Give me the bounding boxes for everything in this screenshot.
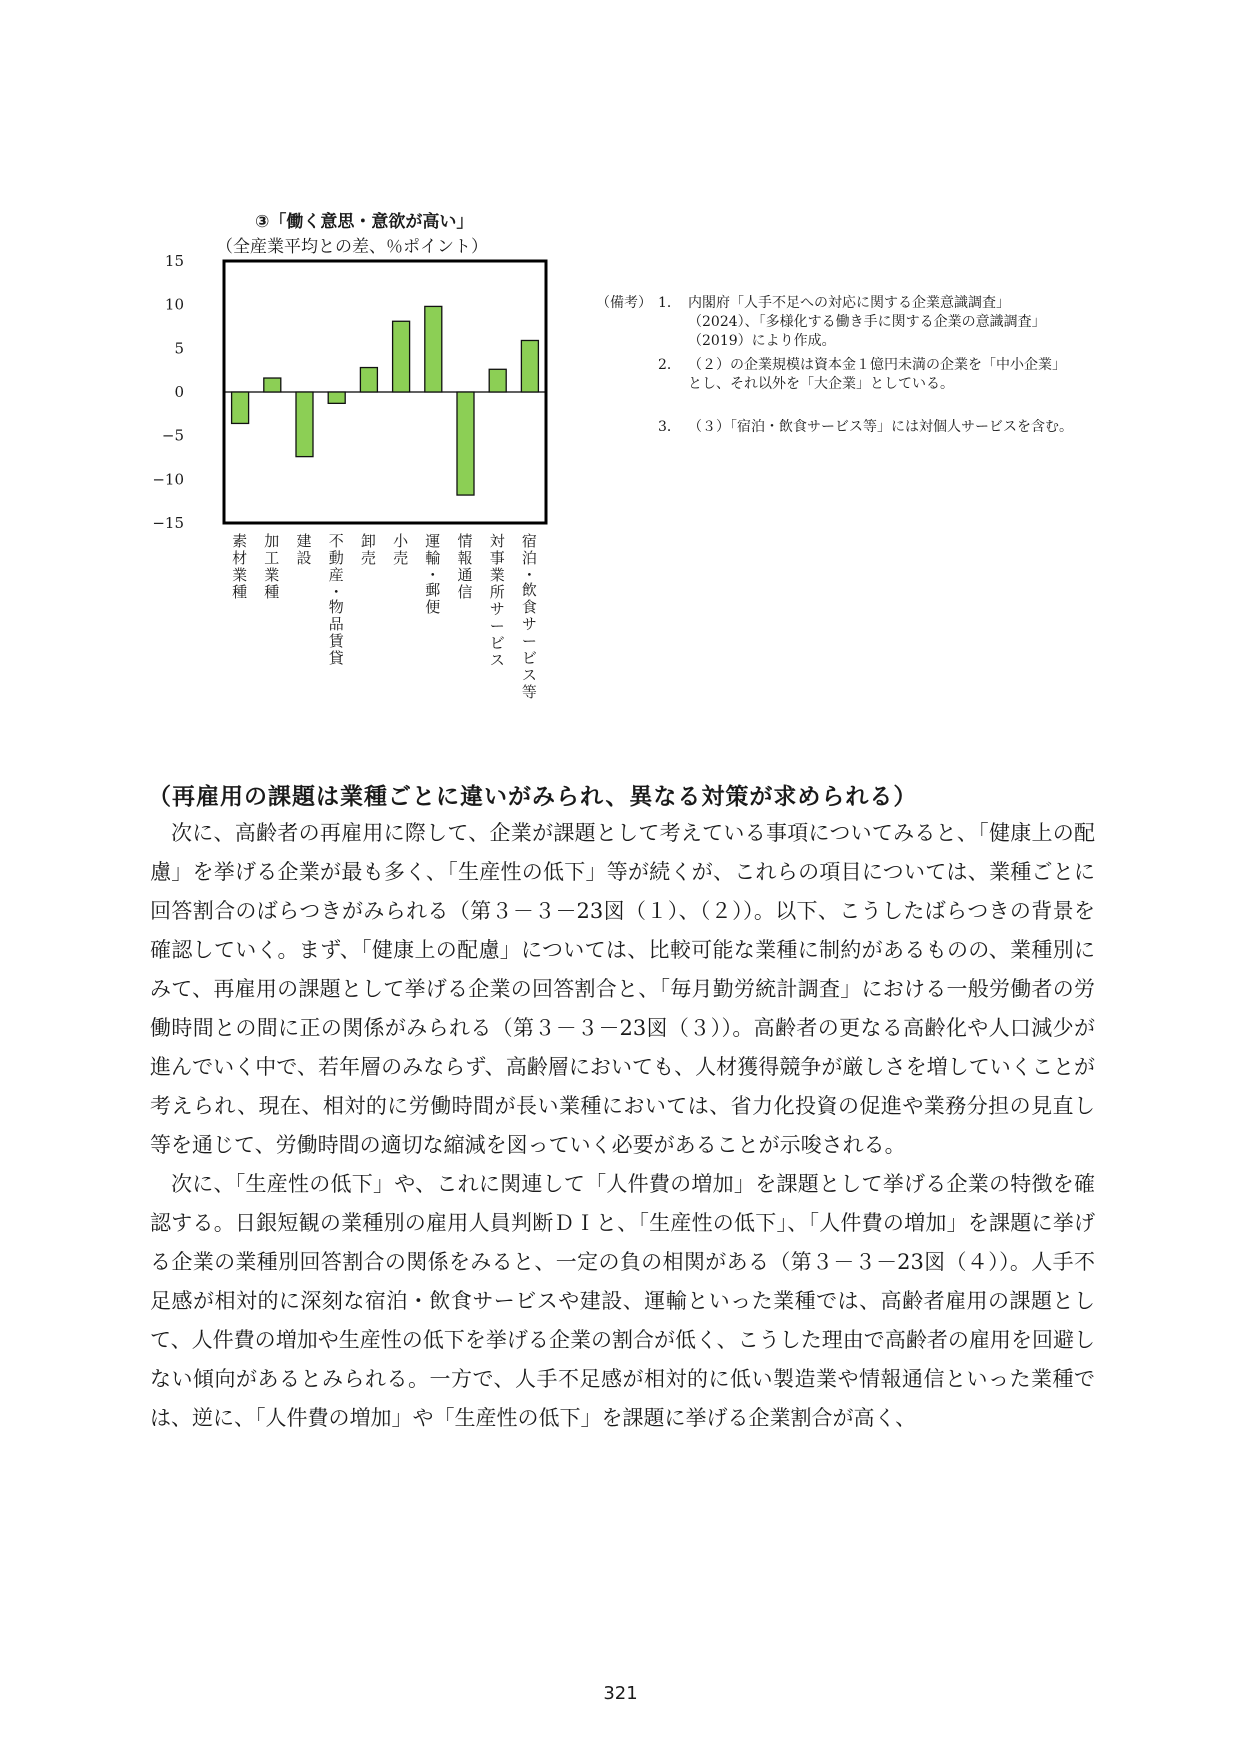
- bar: [360, 368, 377, 392]
- note-text: 内閣府「人手不足への対応に関する企業意識調査」（2024）、「多様化する働き手に関する企業の意識調査」（2019）により作成。: [688, 295, 1046, 349]
- y-tick-label: 10: [164, 295, 184, 314]
- note-number: 2．: [658, 357, 681, 373]
- category-label: 建設: [296, 532, 312, 567]
- bar: [296, 392, 313, 457]
- y-tick-label: −10: [152, 470, 184, 489]
- note-number: 1．: [658, 295, 681, 311]
- category-label: 加工業種: [264, 532, 280, 601]
- chart-title: ③「働く意思・意欲が高い」: [255, 212, 474, 232]
- note-text: （３）「宿泊・飲食サービス等」には対個人サービスを含む。: [688, 419, 1073, 435]
- note-number: 3．: [658, 419, 681, 435]
- notes-label: （備考）: [596, 295, 652, 311]
- category-label: 運輸・郵便: [425, 532, 441, 616]
- bar: [232, 392, 249, 423]
- body-paragraph: 次に、「生産性の低下」や、これに関連して「人件費の増加」を課題として挙げる企業の特徴を確認する。日銀短観の業種別の雇用人員判断ＤＩと、「生産性の低下」、「人件費の増加」を課題に挙げる企業の業種別回答割合の関係をみると、一定の負の相関がある（第３－３－23図（４））。人手不足感が相対的に深刻な宿泊・飲食サービスや建設、運輸といった業種では、高齢者雇用の課題として、人件費の増加や生産性の低下を挙げる企業の割合が低く、こうした理由で高齢者の雇用を回避しない傾向があるとみられる。一方で、人手不足感が相対的に低い製造業や情報通信といった業種では、逆に、「人件費の増加」や「生産性の低下」を課題に挙げる企業割合が高く、: [150, 1172, 1095, 1430]
- bar: [425, 306, 442, 392]
- body-paragraph: 次に、高齢者の再雇用に際して、企業が課題として考えている事項についてみると、「健康上の配慮」を挙げる企業が最も多く、「生産性の低下」等が続くが、これらの項目については、業種ごとに回答割合のばらつきがみられる（第３－３－23図（１）、（２））。以下、こうしたばらつきの背景を確認していく。まず、「健康上の配慮」については、比較可能な業種に制約があるものの、業種別にみて、再雇用の課題として挙げる企業の回答割合と、「毎月勤労統計調査」における一般労働者の労働時間との間に正の関係がみられる（第３－３－23図（３））。高齢者の更なる高齢化や人口減少が進んでいく中で、若年層のみならず、高齢層においても、人材獲得競争が厳しさを増していくことが考えられ、現在、相対的に労働時間が長い業種においては、省力化投資の促進や業務分担の見直し等を通じて、労働時間の適切な縮減を図っていく必要があることが示唆される。: [150, 821, 1095, 1157]
- bar: [457, 392, 474, 495]
- note-text: （２）の企業規模は資本金１億円未満の企業を「中小企業」とし、それ以外を「大企業」としている。: [688, 357, 1066, 392]
- category-label: 対事業所サービス: [489, 532, 505, 669]
- bar: [264, 378, 281, 392]
- category-label: 不動産・物品賃貸: [328, 532, 344, 667]
- y-tick-label: 5: [174, 339, 184, 358]
- y-tick-label: −15: [152, 514, 184, 532]
- category-label: 情報通信: [457, 532, 473, 601]
- y-tick-label: −5: [161, 426, 184, 445]
- category-label: 宿泊・飲食サービス等: [521, 532, 537, 701]
- category-label: 小売: [393, 532, 409, 567]
- y-tick-label: 0: [174, 383, 184, 401]
- bar: [328, 392, 345, 403]
- bar: [521, 340, 538, 392]
- section-heading: （再雇用の課題は業種ごとに違いがみられ、異なる対策が求められる）: [148, 784, 918, 810]
- bar: [489, 369, 506, 392]
- category-label: 卸売: [360, 532, 376, 567]
- bar: [393, 321, 410, 392]
- page-number: 321: [603, 1683, 638, 1704]
- chart-unit-label: （全産業平均との差、％ポイント）: [216, 237, 488, 257]
- y-tick-label: 15: [164, 252, 184, 270]
- category-label: 素材業種: [232, 532, 248, 601]
- body-text: [150, 814, 1095, 1438]
- bar-chart: [152, 250, 560, 720]
